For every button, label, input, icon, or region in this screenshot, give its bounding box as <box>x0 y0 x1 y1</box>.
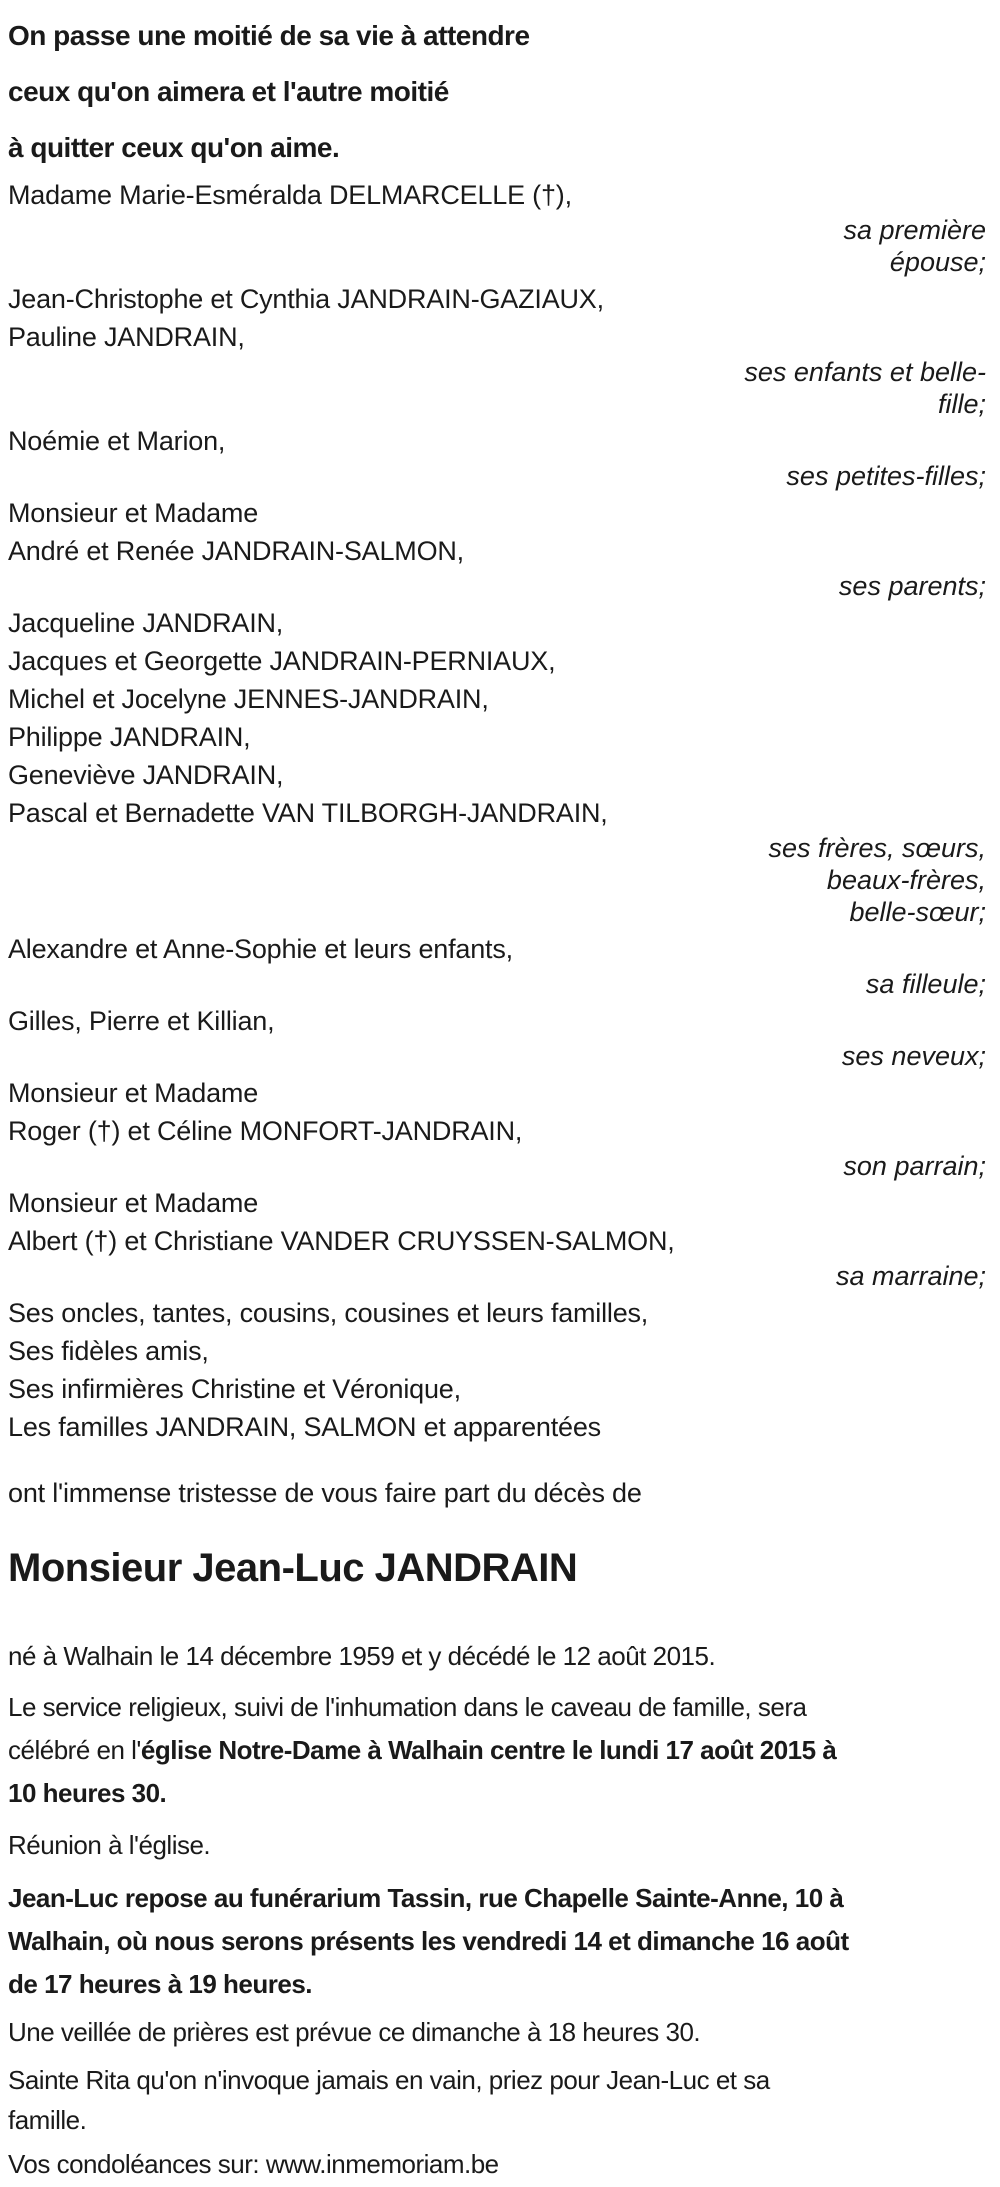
family-name-line: Noémie et Marion, <box>8 426 226 456</box>
prayer-line: Sainte Rita qu'on n'invoque jamais en vain, priez pour Jean-Luc et sa <box>8 2065 770 2095</box>
family-name-line: Jacques et Georgette JANDRAIN-PERNIAUX, <box>8 646 556 676</box>
family-group <box>8 930 986 1000</box>
family-name-line: Monsieur et Madame <box>8 498 259 528</box>
family-group <box>8 176 986 278</box>
family-name-line: Jacqueline JANDRAIN, <box>8 608 284 638</box>
prayer-paragraph <box>8 2060 986 2140</box>
family-name-line: Madame Marie-Esméralda DELMARCELLE (†), <box>8 180 572 210</box>
family-name-line: Ses infirmières Christine et Véronique, <box>8 1374 461 1404</box>
service-text-run: célébré en l' <box>8 1735 141 1765</box>
family-name-line: Alexandre et Anne-Sophie et leurs enfants, <box>8 934 513 964</box>
birth-death-line: né à Walhain le 14 décembre 1959 et y décédé le 12 août 2015. <box>8 1641 716 1671</box>
family-relation-line: ses enfants et belle- <box>744 357 986 387</box>
family-relation-line: ses parents; <box>838 571 986 601</box>
family-relation-line: épouse; <box>889 247 986 277</box>
family-relation-line: sa filleule; <box>865 969 986 999</box>
family-name-line: Ses oncles, tantes, cousins, cousines et leurs familles, <box>8 1298 649 1328</box>
family-name-line: Michel et Jocelyne JENNES-JANDRAIN, <box>8 684 489 714</box>
opening-quote <box>8 8 986 176</box>
family-relation-line: ses neveux; <box>841 1041 986 1071</box>
condolences-label: Vos condoléances sur: <box>8 2149 260 2179</box>
service-text-run: Le service religieux, suivi de l'inhumation dans le caveau de famille, sera <box>8 1692 807 1722</box>
family-name-line: Geneviève JANDRAIN, <box>8 760 284 790</box>
deceased-name: Monsieur Jean-Luc JANDRAIN <box>8 1546 578 1590</box>
condolences-line <box>8 2144 986 2184</box>
family-name-line: Albert (†) et Christiane VANDER CRUYSSEN-SALMON, <box>8 1226 675 1256</box>
funerarium-line: de 17 heures à 19 heures. <box>8 1969 313 1999</box>
family-group <box>8 1184 986 1292</box>
family-name-line: Monsieur et Madame <box>8 1188 259 1218</box>
family-name-line: Monsieur et Madame <box>8 1078 259 1108</box>
service-bold-run: 10 heures 30. <box>8 1778 167 1808</box>
service-paragraph <box>8 1686 986 1815</box>
family-group <box>8 1002 986 1072</box>
prayer-line: famille. <box>8 2105 87 2135</box>
family-relation-line: sa première <box>843 215 986 245</box>
family-relation-line: son parrain; <box>843 1151 986 1181</box>
family-list <box>8 176 986 1446</box>
family-name-line: Philippe JANDRAIN, <box>8 722 251 752</box>
service-line <box>8 1772 986 1815</box>
family-group <box>8 422 986 492</box>
family-name-line: Pauline JANDRAIN, <box>8 322 245 352</box>
family-name-line: Roger (†) et Céline MONFORT-JANDRAIN, <box>8 1116 523 1146</box>
family-name-line: Ses fidèles amis, <box>8 1336 209 1366</box>
family-relation-line: sa marraine; <box>835 1261 986 1291</box>
family-relation-line: belle-sœur; <box>849 897 986 927</box>
family-relation-line: ses petites-filles; <box>786 461 986 491</box>
family-group <box>8 1294 986 1446</box>
family-name-line: Gilles, Pierre et Killian, <box>8 1006 275 1036</box>
family-group <box>8 494 986 602</box>
meeting-line: Réunion à l'église. <box>8 1830 211 1860</box>
family-group <box>8 1074 986 1182</box>
family-name-line: Les familles JANDRAIN, SALMON et apparentées <box>8 1412 601 1442</box>
funerarium-line: Jean-Luc repose au funérarium Tassin, rue Chapelle Sainte-Anne, 10 à <box>8 1883 844 1913</box>
family-relation-line: beaux-frères, <box>826 865 986 895</box>
funerarium-line: Walhain, où nous serons présents les vendredi 14 et dimanche 16 août <box>8 1926 849 1956</box>
family-name-line: Pascal et Bernadette VAN TILBORGH-JANDRAIN, <box>8 798 608 828</box>
funerarium-paragraph <box>8 1877 986 2006</box>
family-name-line: Jean-Christophe et Cynthia JANDRAIN-GAZIAUX, <box>8 284 604 314</box>
family-group <box>8 280 986 420</box>
vigil-line: Une veillée de prières est prévue ce dimanche à 18 heures 30. <box>8 2017 701 2047</box>
family-relation-line: fille; <box>937 389 986 419</box>
service-line <box>8 1729 986 1772</box>
service-bold-run: église Notre-Dame à Walhain centre le lundi 17 août 2015 à <box>140 1735 837 1765</box>
service-line <box>8 1686 986 1729</box>
family-name-line: André et Renée JANDRAIN-SALMON, <box>8 536 464 566</box>
condolences-url[interactable]: www.inmemoriam.be <box>265 2149 499 2179</box>
family-relation-line: ses frères, sœurs, <box>768 833 986 863</box>
announcement-line: ont l'immense tristesse de vous faire part du décès de <box>8 1478 642 1508</box>
quote-line: On passe une moitié de sa vie à attendre <box>8 20 530 51</box>
quote-line: à quitter ceux qu'on aime. <box>8 132 340 163</box>
family-group <box>8 604 986 928</box>
quote-line: ceux qu'on aimera et l'autre moitié <box>8 76 449 107</box>
